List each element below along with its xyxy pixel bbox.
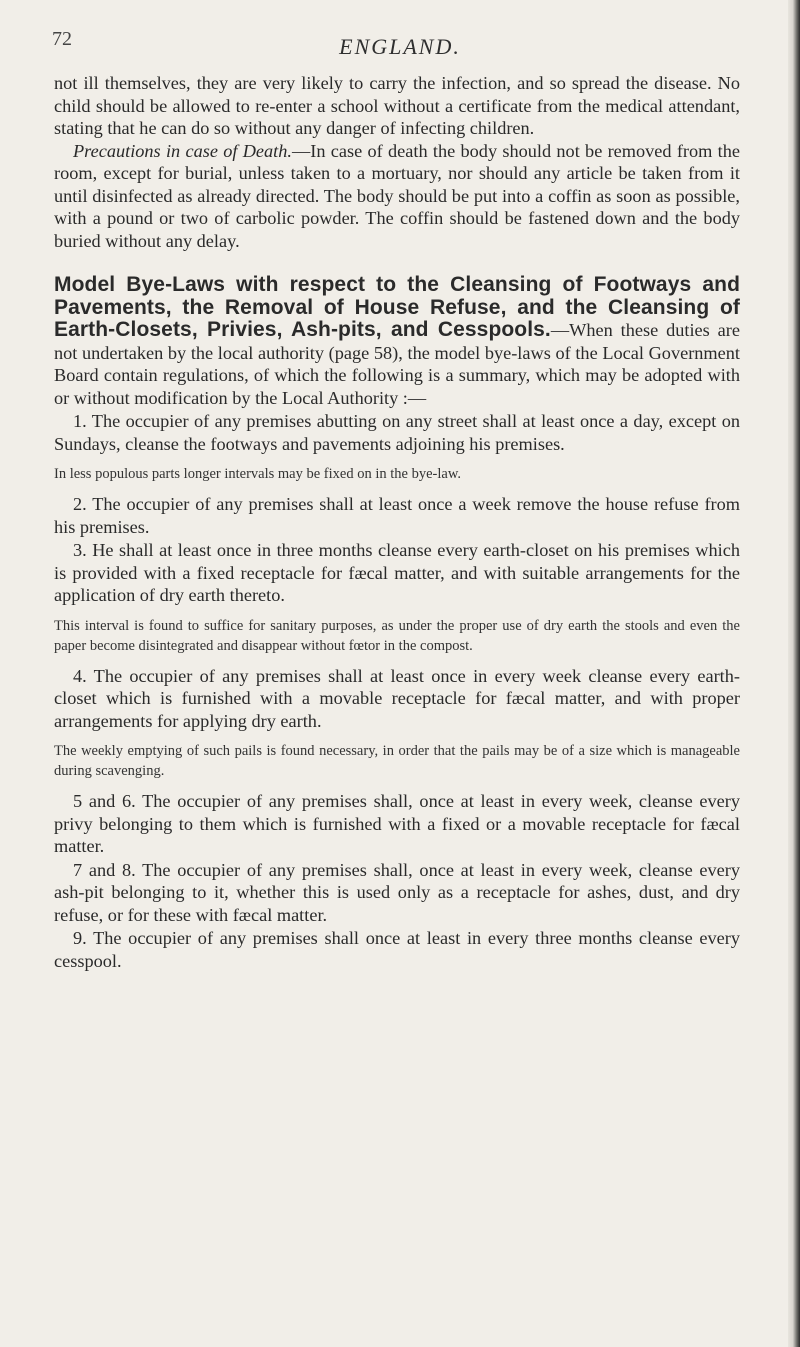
page-number: 72 bbox=[52, 28, 72, 50]
page-edge bbox=[788, 0, 800, 1347]
section-heading: Model Bye-Laws with respect to the Cleansing of Footways and Pavements, the Removal of House Refuse, and the Cleansing of Earth-Closets, Privies, Ash-pits, and Cesspools. bbox=[54, 273, 740, 341]
precautions-title: Precautions in case of Death. bbox=[73, 140, 292, 161]
section-intro: —When these duties are not undertaken by the local authority (page 58), the model bye-laws of the Local Government Board contain regulations, of which the following is a summary, which may be adopted with or without modification by the Local Authority :— bbox=[54, 320, 740, 408]
note-3: This interval is found to suffice for sanitary purposes, as under the proper use of dry earth the stools and even the paper become disintegrated and disappear without fœtor in the compost. bbox=[54, 617, 740, 654]
precautions-paragraph bbox=[54, 140, 740, 253]
section-paragraph bbox=[54, 274, 740, 409]
bye-law-3: 3. He shall at least once in three months cleanse every earth-closet on his premises which is provided with a fixed receptacle for fæcal matter, and with suitable arrangements for the application of dry earth thereto. bbox=[54, 540, 740, 605]
note-4: The weekly emptying of such pails is found necessary, in order that the pails may be of a size which is manageable during scavenging. bbox=[54, 743, 740, 779]
bye-law-7-8: 7 and 8. The occupier of any premises shall, once at least in every week, cleanse every ash-pit belonging to it, whether this is used only as a receptacle for ashes, dust, and dry refuse, or for these with fæcal matter. bbox=[54, 859, 740, 925]
bye-law-2: 2. The occupier of any premises shall at least once a week remove the house refuse from his premises. bbox=[54, 494, 740, 537]
note-1: In less populous parts longer intervals may be fixed on in the bye-law. bbox=[54, 466, 461, 482]
bye-law-9: 9. The occupier of any premises shall once at least in every three months cleanse every cesspool. bbox=[54, 928, 740, 971]
opening-paragraph: not ill themselves, they are very likely to carry the infection, and so spread the disease. No child should be allowed to re-enter a school without a certificate from the medical attendant, stating that he can do so without any danger of infecting children. bbox=[54, 73, 740, 138]
bye-law-5-6: 5 and 6. The occupier of any premises shall, once at least in every week, cleanse every privy belonging to them which is furnished with a fixed or a movable receptacle for fæcal matter. bbox=[54, 791, 740, 856]
running-title: ENGLAND. bbox=[339, 34, 461, 59]
page-body bbox=[54, 72, 740, 972]
precautions-text: —In case of death the body should not be removed from the room, except for burial, unless taken to a mortuary, nor should any article be taken from it until disinfected as already directed. The body should be put into a coffin as soon as possible, with a pound or two of carbolic powder. The coffin should be fastened down and the body buried without any delay. bbox=[54, 140, 740, 251]
bye-law-4: 4. The occupier of any premises shall at least once in every week cleanse every earth-closet which is furnished with a movable receptacle for fæcal matter, and with proper arrangements for applying dry earth. bbox=[54, 665, 740, 731]
bye-law-1: 1. The occupier of any premises abutting on any street shall at least once a day, except on Sundays, cleanse the footways and pavements adjoining his premises. bbox=[54, 411, 740, 454]
page-header bbox=[52, 20, 748, 59]
